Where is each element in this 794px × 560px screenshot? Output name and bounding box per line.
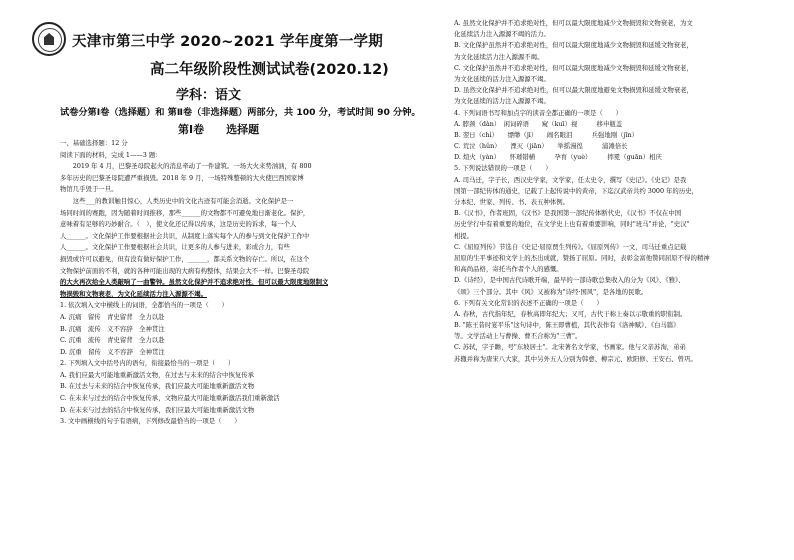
part-title: 第Ⅰ卷 选择题 [178,123,260,136]
text-line: 人______。文化保护工作要根据社会共识，让更多的人参与进来，彩成合力，有些 [60,243,291,252]
right-text-block [454,18,710,365]
option-line: D. 沉重 留传 义不容辞 全神贯注 [60,347,165,356]
option-line: B.《汉书》，作者班固，《汉书》是我国第一部纪传体断代史，《汉书》不仅在中国 [454,209,682,218]
option-line: 苏辙并称为唐宋八大家，其中另外五人分别为韩愈、柳宗元、欧阳修、王安石、曾巩。 [454,354,697,363]
option-line: 为文化延续的活力注入源源不竭。 [454,74,550,83]
option-line: A. 脖颈（dàn） 闲词碎语 窥（kuī）视 移申瓶盖 [454,119,623,128]
option-line: D. 煊火（yàn） 怀璀错横 孕育（yuè） 摔冕（guān）相庆 [454,153,662,162]
option-line: 等。文学活动上与曹操、曹丕合称为"三曹"。 [454,332,582,341]
option-line: 化延续活力注入源源不竭的活力。 [454,30,550,39]
left-text-block [60,138,328,428]
exam-subtitle: 高二年级阶段性测试试卷(2020.12) [150,62,389,78]
text-line: 损毁或许可以避免，但有没有做好保护工作，______，都关系文物的存亡。所以，在这个 [60,254,310,263]
question-stem: 4. 下列词语书写和加点字的读音全都正确的一项是（ ） [454,108,622,117]
option-line: A. 春秋，古代指年纪，春秋高即年纪大；又可，古代干称上奏以示敬重的职衔制。 [454,309,687,318]
option-line: C. 沉重 流传 青史留背 全力以赴 [60,336,165,345]
question-stem: 2. 下列填入文中括号内的语句，衔接最恰当的一项是（ ） [60,359,235,368]
option-line: C. 文化保护虽然并不追求绝对性，但可以最大限度地减少文物损毁和延缓文物衰老， [454,63,693,72]
question-stem: 3. 文中画横线的句子有语病，下列修改最恰当的一项是（ ） [60,417,241,426]
option-line: D. 虽然文化保护并不追求绝对性，但可以最大限度地避免文物损毁和延缓文物衰老， [454,86,694,95]
underlined-sentence: 物损毁和文物衰老，为文化延续活力注入源源不竭。 [60,289,207,298]
school-seal-icon [32,22,66,56]
subject-label: 学科：语文 [176,88,242,103]
option-line: B. 文化保护虽然并不追求绝对性，但可以最大限度地减少文物损毁和延缓文物衰老， [454,41,693,50]
option-line: 和高尚品格，寄托当作者个人的感慨。 [454,265,563,274]
exam-info: 试卷分第Ⅰ卷（选择题）和 第Ⅱ卷（非选择题）两部分，共 100 分，考试时间 90 分钟。 [60,107,421,118]
option-line: C.《屈原列传》节选自《史记·屈原贾生列传》。《屈原列传》一文，司马迁重点记载 [454,242,687,251]
question-stem: 6. 下列有关文化常识的表述不正确的一项是（ ） [454,298,603,307]
exam-title: 天津市第三中学 2020~2021 学年度第一学期 [72,34,383,50]
option-line: D.《诗经》，是中国古代诗歌开端，最早的一部诗歌总集收入的分为《风》、《雅》、 [454,276,685,285]
text-line: 多年历史的巴黎圣母院遭严重损毁。2018 年 9 月，一场特殊整顿的大火使巴西国家博 [60,173,304,182]
text-line: 人______。文化保护工作要根据社会共识，从制度上落实每个人的参与到文化保护工作中 [60,231,310,240]
option-line: B. 在过去与未来的结合中恢复传承，我们应最大可能地重新激活文物 [60,382,255,391]
option-line: 历史学行中有着重要的地位，在文学史上也有着重要影响，同时"班马"并论，"史汉" [454,220,690,229]
option-line: 为文化延续的活力注入源源不竭。 [454,97,550,106]
text-line: 阅读下面的材料，完成 1——3 题： [60,150,162,159]
option-line: C. 在未来与过去的结合中恢复传承，文物应最大可能地重新激活我们重新激活 [60,394,280,403]
option-line: B. 翌日（chì） 缥缈（jī） 闹名眼泪 兵强地刚（jīn） [454,130,639,139]
question-stem: 1. 依次填入文中横线上的词语，全都恰当的一项是（ ） [60,301,228,310]
option-line: 《颂》三个部分。其中《风》又被称为"诗经·国风"，是各地的民歌。 [454,287,648,296]
option-line: A. 我们应最大可能地重新激活文物，在过去与未来的结合中恢复传承 [60,370,255,379]
text-line: 文物保护前面的不利，就的各种可能出现的大病有构整体，结果会大不一样。巴黎圣母院 [60,266,310,275]
text-line: 这些___的教训触目惊心，人类历史中的文化古迹有可能会消逝。文化保护是一 [60,196,294,205]
option-line: 分本纪、世家、列传、书、表五种体例。 [454,198,570,206]
underlined-sentence: 的大火再次给全人类敲响了一曲警钟。虽然文化保护并不追求绝对性，但可以最大限度地限制文 [60,278,329,287]
text-line: 物馆几乎毁于一旦。 [60,185,118,194]
text-line: 意味着有足够的巧妙耐合。（ ），使文化还记得以传承，这是历史的诉求，每一个人 [60,220,297,229]
option-line: 相提。 [454,231,474,240]
text-line: 2019 年 4 月，巴黎圣母院起火的消息牵动了一件建筑。一场大火来势汹汹，有 800 [60,162,312,171]
option-line: A. 沉痛 留传 青史留背 全力以赴 [60,312,165,321]
option-line: B. "陈王昔时宴平乐"这句诗中，陈王即曹植，其代表作有《洛神赋》、《白马篇》 [454,321,680,330]
option-line: 为文化延续活力注入源源不竭。 [454,52,544,61]
option-line: B. 沉痛 流传 义不容辞 全神贯注 [60,324,165,333]
text-line: 场同时间的赛跑，因为随着时间推移，那些______的文物都不可避免地日渐老化。保护， [60,208,310,217]
question-stem: 5. 下列说法错误的一项是（ ） [454,164,552,173]
option-line: D. 在未来与过去的结合中恢复传承，我们应最大可能地重新激活文物 [60,405,255,414]
option-line: 屈原的生平事迹和文学上的杰出成就，赞扬了屈原。同时，表彰金富他赞同屈原不得的精神 [454,253,710,262]
option-line: 国第一部纪传体的通史，记载了上起传说中的黄帝，下迄汉武帝共约 3000 年的历史， [454,186,698,195]
option-line: C. 荒泣（hǔn） 湮灭（jiān） 举摇漫徨 浦滩倍长 [454,142,628,151]
text-line: 一、基础选择题：12 分 [60,139,128,147]
option-line: A. 司马迁，字子长，西汉史学家，文学家，任太史令，撰写《史记》。《史记》是我 [454,175,687,184]
option-line: C. 苏轼，字子瞻，号"东坡居士"。北宋著名文学家，书画家。他与父亲苏洵，弟弟 [454,343,686,352]
option-line: A. 虽然文化保护并不追求绝对性，但可以最大限度地减少文物损毁和文物衰老，为文 [454,19,693,27]
